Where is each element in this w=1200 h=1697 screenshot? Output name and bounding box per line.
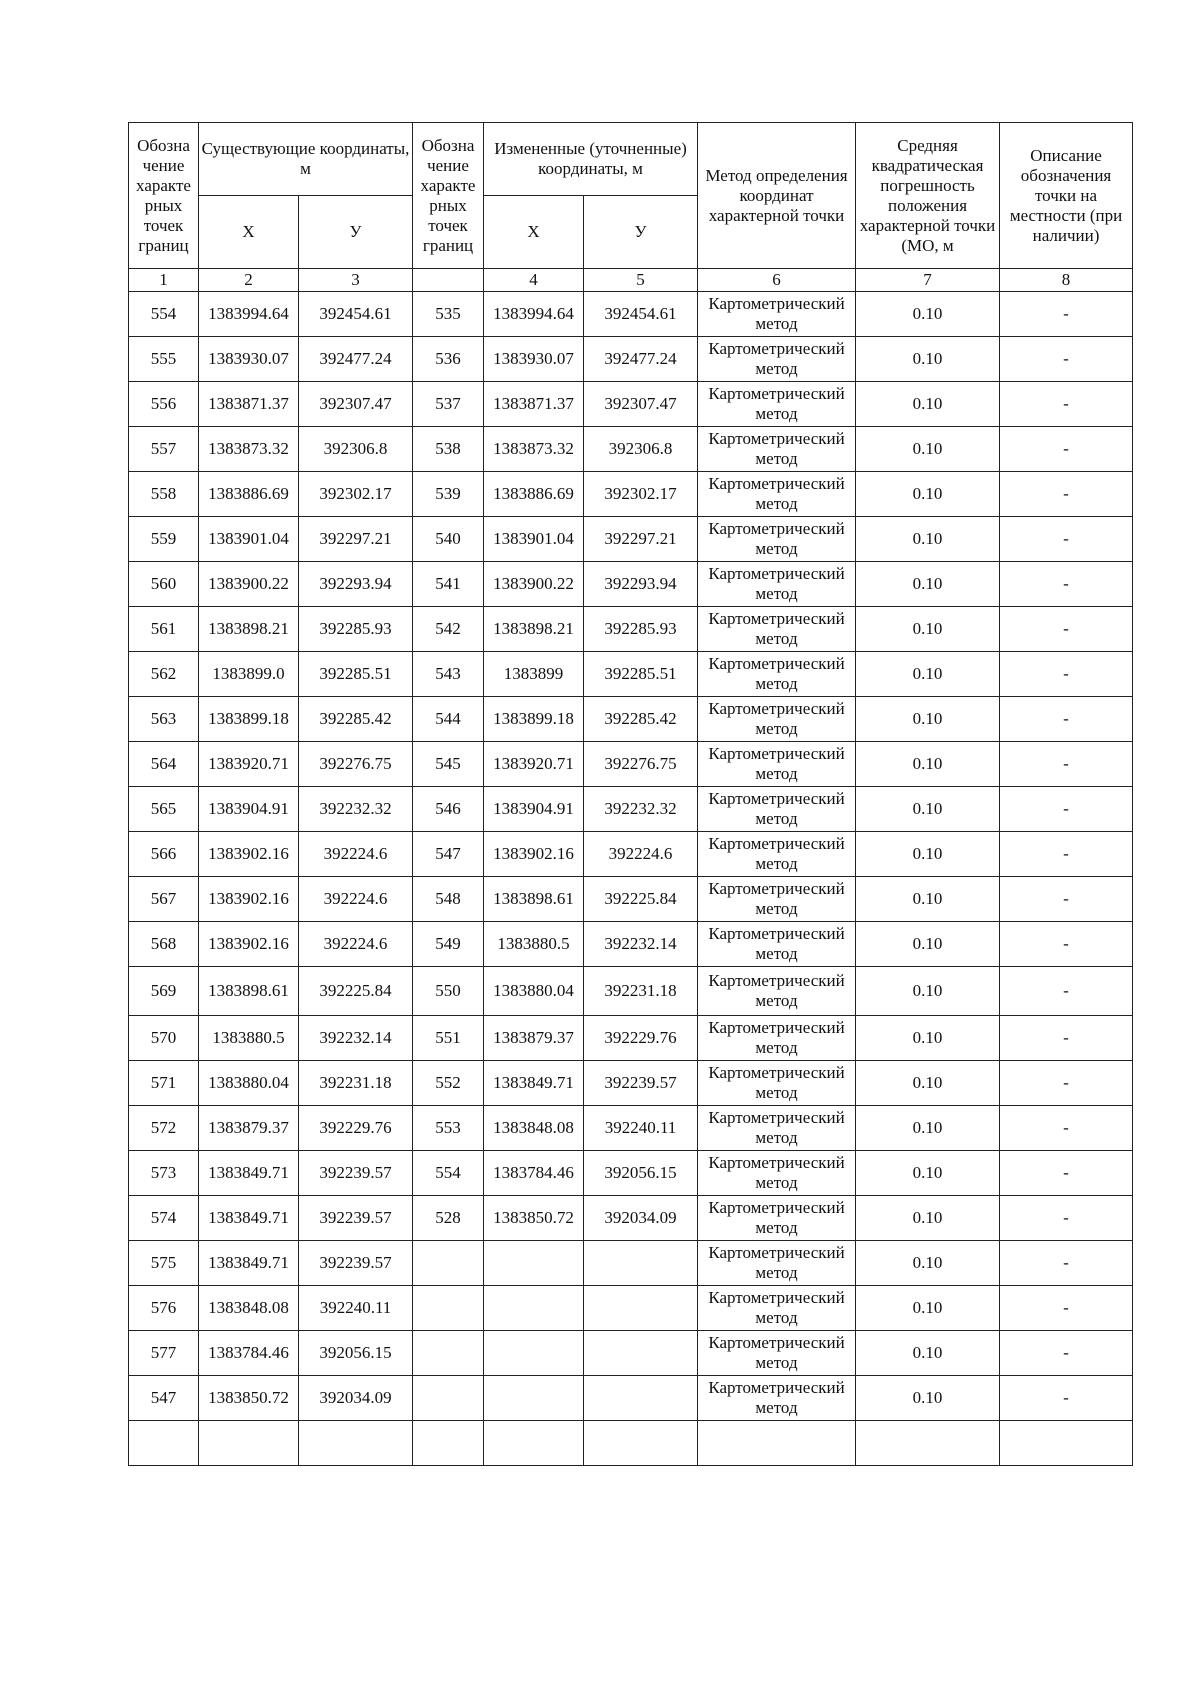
empty-cell — [856, 1421, 1000, 1466]
changed-x: 1383920.71 — [484, 742, 584, 787]
changed-y: 392229.76 — [584, 1016, 698, 1061]
method-cell: Картометрический метод — [698, 1241, 856, 1286]
existing-x: 1383886.69 — [199, 472, 299, 517]
method-cell: Картометрический метод — [698, 742, 856, 787]
column-number: 6 — [698, 269, 856, 292]
table-row — [129, 652, 1133, 697]
changed-x: 1383879.37 — [484, 1016, 584, 1061]
existing-y: 392285.93 — [299, 607, 413, 652]
point-id-changed: 549 — [413, 922, 484, 967]
error-cell: 0.10 — [856, 787, 1000, 832]
point-id-changed: 536 — [413, 337, 484, 382]
existing-y: 392056.15 — [299, 1331, 413, 1376]
error-cell: 0.10 — [856, 1061, 1000, 1106]
empty-cell — [484, 1421, 584, 1466]
method-cell: Картометрический метод — [698, 292, 856, 337]
existing-x: 1383902.16 — [199, 877, 299, 922]
point-id-changed: 545 — [413, 742, 484, 787]
changed-y: 392239.57 — [584, 1061, 698, 1106]
empty-cell — [299, 1421, 413, 1466]
changed-y: 392034.09 — [584, 1196, 698, 1241]
table-row — [129, 832, 1133, 877]
point-id-existing: 558 — [129, 472, 199, 517]
point-id-changed — [413, 1376, 484, 1421]
description-cell: - — [1000, 832, 1133, 877]
changed-x: 1383871.37 — [484, 382, 584, 427]
table-row — [129, 1331, 1133, 1376]
column-number: 2 — [199, 269, 299, 292]
header-existing-y: У — [299, 196, 413, 269]
column-number — [413, 269, 484, 292]
description-cell: - — [1000, 1016, 1133, 1061]
existing-x: 1383930.07 — [199, 337, 299, 382]
column-number: 7 — [856, 269, 1000, 292]
changed-x: 1383901.04 — [484, 517, 584, 562]
existing-x: 1383880.04 — [199, 1061, 299, 1106]
error-cell: 0.10 — [856, 562, 1000, 607]
error-cell: 0.10 — [856, 472, 1000, 517]
existing-y: 392285.51 — [299, 652, 413, 697]
method-cell: Картометрический метод — [698, 1286, 856, 1331]
changed-x: 1383886.69 — [484, 472, 584, 517]
method-cell: Картометрический метод — [698, 1106, 856, 1151]
changed-y: 392276.75 — [584, 742, 698, 787]
changed-x: 1383873.32 — [484, 427, 584, 472]
existing-y: 392306.8 — [299, 427, 413, 472]
error-cell: 0.10 — [856, 427, 1000, 472]
empty-row — [129, 1421, 1133, 1466]
method-cell: Картометрический метод — [698, 337, 856, 382]
description-cell: - — [1000, 337, 1133, 382]
header-description: Описание обозначения точки на местности (при наличии) — [1000, 123, 1133, 269]
error-cell: 0.10 — [856, 1376, 1000, 1421]
point-id-existing: 574 — [129, 1196, 199, 1241]
existing-x: 1383849.71 — [199, 1241, 299, 1286]
method-cell: Картометрический метод — [698, 1376, 856, 1421]
point-id-existing: 563 — [129, 697, 199, 742]
error-cell: 0.10 — [856, 1151, 1000, 1196]
changed-x: 1383902.16 — [484, 832, 584, 877]
changed-x: 1383880.04 — [484, 967, 584, 1016]
error-cell: 0.10 — [856, 337, 1000, 382]
changed-x: 1383850.72 — [484, 1196, 584, 1241]
column-number: 1 — [129, 269, 199, 292]
changed-x: 1383898.61 — [484, 877, 584, 922]
changed-x: 1383849.71 — [484, 1061, 584, 1106]
existing-y: 392224.6 — [299, 832, 413, 877]
existing-y: 392276.75 — [299, 742, 413, 787]
table-row — [129, 967, 1133, 1016]
header-changed-x: Х — [484, 196, 584, 269]
column-number: 3 — [299, 269, 413, 292]
table-row — [129, 382, 1133, 427]
table-row — [129, 1016, 1133, 1061]
table-row — [129, 877, 1133, 922]
point-id-existing: 556 — [129, 382, 199, 427]
changed-y: 392056.15 — [584, 1151, 698, 1196]
existing-x: 1383849.71 — [199, 1151, 299, 1196]
point-id-existing: 562 — [129, 652, 199, 697]
error-cell: 0.10 — [856, 1196, 1000, 1241]
description-cell: - — [1000, 922, 1133, 967]
point-id-changed: 543 — [413, 652, 484, 697]
method-cell: Картометрический метод — [698, 922, 856, 967]
changed-y: 392232.14 — [584, 922, 698, 967]
changed-y: 392285.51 — [584, 652, 698, 697]
description-cell: - — [1000, 427, 1133, 472]
point-id-existing: 561 — [129, 607, 199, 652]
existing-x: 1383898.61 — [199, 967, 299, 1016]
description-cell: - — [1000, 1061, 1133, 1106]
point-id-changed: 544 — [413, 697, 484, 742]
method-cell: Картометрический метод — [698, 1016, 856, 1061]
header-method: Метод определения координат характерной точки — [698, 123, 856, 269]
error-cell: 0.10 — [856, 382, 1000, 427]
existing-y: 392293.94 — [299, 562, 413, 607]
existing-x: 1383902.16 — [199, 922, 299, 967]
point-id-changed: 542 — [413, 607, 484, 652]
table-row — [129, 1241, 1133, 1286]
table-row — [129, 292, 1133, 337]
description-cell: - — [1000, 787, 1133, 832]
description-cell: - — [1000, 1106, 1133, 1151]
method-cell: Картометрический метод — [698, 787, 856, 832]
changed-y: 392285.93 — [584, 607, 698, 652]
method-cell: Картометрический метод — [698, 697, 856, 742]
existing-x: 1383784.46 — [199, 1331, 299, 1376]
column-number: 8 — [1000, 269, 1133, 292]
empty-cell — [1000, 1421, 1133, 1466]
header-changed-y: У — [584, 196, 698, 269]
table-row — [129, 427, 1133, 472]
existing-x: 1383901.04 — [199, 517, 299, 562]
existing-y: 392302.17 — [299, 472, 413, 517]
table-row — [129, 607, 1133, 652]
table-row — [129, 697, 1133, 742]
point-id-changed: 535 — [413, 292, 484, 337]
point-id-existing: 570 — [129, 1016, 199, 1061]
description-cell: - — [1000, 1196, 1133, 1241]
table-row — [129, 742, 1133, 787]
changed-x: 1383904.91 — [484, 787, 584, 832]
error-cell: 0.10 — [856, 1016, 1000, 1061]
changed-y: 392240.11 — [584, 1106, 698, 1151]
existing-x: 1383880.5 — [199, 1016, 299, 1061]
point-id-existing: 565 — [129, 787, 199, 832]
point-id-changed — [413, 1331, 484, 1376]
changed-x: 1383898.21 — [484, 607, 584, 652]
changed-x: 1383899 — [484, 652, 584, 697]
changed-x — [484, 1376, 584, 1421]
point-id-changed: 554 — [413, 1151, 484, 1196]
description-cell: - — [1000, 1286, 1133, 1331]
existing-y: 392454.61 — [299, 292, 413, 337]
table-row — [129, 1151, 1133, 1196]
existing-y: 392239.57 — [299, 1151, 413, 1196]
description-cell: - — [1000, 967, 1133, 1016]
existing-y: 392239.57 — [299, 1241, 413, 1286]
point-id-existing: 572 — [129, 1106, 199, 1151]
existing-x: 1383920.71 — [199, 742, 299, 787]
changed-x: 1383930.07 — [484, 337, 584, 382]
changed-y: 392232.32 — [584, 787, 698, 832]
description-cell: - — [1000, 742, 1133, 787]
point-id-existing: 567 — [129, 877, 199, 922]
method-cell: Картометрический метод — [698, 832, 856, 877]
error-cell: 0.10 — [856, 697, 1000, 742]
table-row — [129, 517, 1133, 562]
error-cell: 0.10 — [856, 1286, 1000, 1331]
header-existing-x: Х — [199, 196, 299, 269]
method-cell: Картометрический метод — [698, 607, 856, 652]
empty-cell — [129, 1421, 199, 1466]
changed-y: 392297.21 — [584, 517, 698, 562]
table-row — [129, 472, 1133, 517]
point-id-existing: 559 — [129, 517, 199, 562]
point-id-changed: 546 — [413, 787, 484, 832]
point-id-existing: 547 — [129, 1376, 199, 1421]
method-cell: Картометрический метод — [698, 967, 856, 1016]
changed-x — [484, 1241, 584, 1286]
changed-y: 392306.8 — [584, 427, 698, 472]
existing-x: 1383900.22 — [199, 562, 299, 607]
point-id-changed: 550 — [413, 967, 484, 1016]
point-id-existing: 564 — [129, 742, 199, 787]
description-cell: - — [1000, 652, 1133, 697]
point-id-changed: 528 — [413, 1196, 484, 1241]
description-cell: - — [1000, 382, 1133, 427]
error-cell: 0.10 — [856, 607, 1000, 652]
header-point-id-existing: Обозна чение характе рных точек границ — [129, 123, 199, 269]
existing-y: 392229.76 — [299, 1106, 413, 1151]
point-id-changed: 547 — [413, 832, 484, 877]
empty-cell — [698, 1421, 856, 1466]
header-point-id-changed: Обозна чение характе рных точек границ — [413, 123, 484, 269]
point-id-changed — [413, 1286, 484, 1331]
description-cell: - — [1000, 292, 1133, 337]
existing-y: 392231.18 — [299, 1061, 413, 1106]
existing-y: 392477.24 — [299, 337, 413, 382]
point-id-changed: 539 — [413, 472, 484, 517]
empty-cell — [199, 1421, 299, 1466]
method-cell: Картометрический метод — [698, 427, 856, 472]
method-cell: Картометрический метод — [698, 1331, 856, 1376]
error-cell: 0.10 — [856, 1106, 1000, 1151]
table-row — [129, 1061, 1133, 1106]
existing-y: 392297.21 — [299, 517, 413, 562]
error-cell: 0.10 — [856, 1241, 1000, 1286]
changed-x: 1383880.5 — [484, 922, 584, 967]
method-cell: Картометрический метод — [698, 1196, 856, 1241]
changed-y: 392477.24 — [584, 337, 698, 382]
changed-y — [584, 1286, 698, 1331]
table-row — [129, 922, 1133, 967]
header-existing-coordinates: Существующие координаты, м — [199, 123, 413, 196]
existing-y: 392224.6 — [299, 922, 413, 967]
existing-x: 1383994.64 — [199, 292, 299, 337]
changed-y: 392231.18 — [584, 967, 698, 1016]
point-id-existing: 577 — [129, 1331, 199, 1376]
method-cell: Картометрический метод — [698, 562, 856, 607]
method-cell: Картометрический метод — [698, 517, 856, 562]
existing-x: 1383848.08 — [199, 1286, 299, 1331]
empty-cell — [413, 1421, 484, 1466]
point-id-existing: 575 — [129, 1241, 199, 1286]
description-cell: - — [1000, 517, 1133, 562]
existing-x: 1383898.21 — [199, 607, 299, 652]
table-row — [129, 1196, 1133, 1241]
existing-x: 1383849.71 — [199, 1196, 299, 1241]
empty-cell — [584, 1421, 698, 1466]
existing-y: 392239.57 — [299, 1196, 413, 1241]
existing-y: 392232.32 — [299, 787, 413, 832]
point-id-existing: 554 — [129, 292, 199, 337]
existing-x: 1383873.32 — [199, 427, 299, 472]
existing-x: 1383899.0 — [199, 652, 299, 697]
point-id-changed: 541 — [413, 562, 484, 607]
table-body — [129, 292, 1133, 1466]
existing-y: 392232.14 — [299, 1016, 413, 1061]
point-id-existing: 569 — [129, 967, 199, 1016]
description-cell: - — [1000, 562, 1133, 607]
error-cell: 0.10 — [856, 742, 1000, 787]
point-id-changed: 540 — [413, 517, 484, 562]
point-id-existing: 576 — [129, 1286, 199, 1331]
point-id-existing: 566 — [129, 832, 199, 877]
changed-x: 1383994.64 — [484, 292, 584, 337]
coordinates-table — [128, 122, 1133, 1466]
table-row — [129, 1106, 1133, 1151]
method-cell: Картометрический метод — [698, 472, 856, 517]
existing-x: 1383902.16 — [199, 832, 299, 877]
description-cell: - — [1000, 472, 1133, 517]
header-changed-coordinates: Измененные (уточненные) координаты, м — [484, 123, 698, 196]
changed-y — [584, 1241, 698, 1286]
point-id-changed: 548 — [413, 877, 484, 922]
changed-y — [584, 1376, 698, 1421]
changed-x: 1383784.46 — [484, 1151, 584, 1196]
existing-y: 392034.09 — [299, 1376, 413, 1421]
existing-y: 392240.11 — [299, 1286, 413, 1331]
method-cell: Картометрический метод — [698, 1151, 856, 1196]
table-row — [129, 1286, 1133, 1331]
existing-y: 392307.47 — [299, 382, 413, 427]
changed-x: 1383900.22 — [484, 562, 584, 607]
existing-y: 392285.42 — [299, 697, 413, 742]
column-number-row — [129, 269, 1133, 292]
point-id-existing: 571 — [129, 1061, 199, 1106]
description-cell: - — [1000, 697, 1133, 742]
method-cell: Картометрический метод — [698, 1061, 856, 1106]
description-cell: - — [1000, 1241, 1133, 1286]
point-id-changed: 537 — [413, 382, 484, 427]
existing-y: 392225.84 — [299, 967, 413, 1016]
point-id-changed — [413, 1241, 484, 1286]
error-cell: 0.10 — [856, 652, 1000, 697]
existing-x: 1383850.72 — [199, 1376, 299, 1421]
point-id-existing: 560 — [129, 562, 199, 607]
point-id-changed: 552 — [413, 1061, 484, 1106]
existing-x: 1383904.91 — [199, 787, 299, 832]
point-id-existing: 557 — [129, 427, 199, 472]
method-cell: Картометрический метод — [698, 877, 856, 922]
table-row — [129, 337, 1133, 382]
error-cell: 0.10 — [856, 967, 1000, 1016]
point-id-existing: 568 — [129, 922, 199, 967]
description-cell: - — [1000, 1331, 1133, 1376]
error-cell: 0.10 — [856, 832, 1000, 877]
existing-y: 392224.6 — [299, 877, 413, 922]
error-cell: 0.10 — [856, 877, 1000, 922]
header-mean-square-error: Средняя квадратическая погрешность положения характерной точки (МО, м — [856, 123, 1000, 269]
error-cell: 0.10 — [856, 517, 1000, 562]
description-cell: - — [1000, 607, 1133, 652]
column-number: 4 — [484, 269, 584, 292]
point-id-existing: 573 — [129, 1151, 199, 1196]
error-cell: 0.10 — [856, 1331, 1000, 1376]
point-id-changed: 553 — [413, 1106, 484, 1151]
existing-x: 1383879.37 — [199, 1106, 299, 1151]
description-cell: - — [1000, 1376, 1133, 1421]
point-id-changed: 538 — [413, 427, 484, 472]
method-cell: Картометрический метод — [698, 652, 856, 697]
changed-x — [484, 1331, 584, 1376]
point-id-existing: 555 — [129, 337, 199, 382]
description-cell: - — [1000, 1151, 1133, 1196]
method-cell: Картометрический метод — [698, 382, 856, 427]
error-cell: 0.10 — [856, 292, 1000, 337]
point-id-changed: 551 — [413, 1016, 484, 1061]
changed-y: 392302.17 — [584, 472, 698, 517]
changed-y: 392224.6 — [584, 832, 698, 877]
table-row — [129, 1376, 1133, 1421]
table-row — [129, 562, 1133, 607]
existing-x: 1383871.37 — [199, 382, 299, 427]
changed-x — [484, 1286, 584, 1331]
existing-x: 1383899.18 — [199, 697, 299, 742]
description-cell: - — [1000, 877, 1133, 922]
changed-y: 392285.42 — [584, 697, 698, 742]
error-cell: 0.10 — [856, 922, 1000, 967]
changed-y: 392293.94 — [584, 562, 698, 607]
changed-y: 392225.84 — [584, 877, 698, 922]
column-number: 5 — [584, 269, 698, 292]
changed-y: 392454.61 — [584, 292, 698, 337]
changed-x: 1383848.08 — [484, 1106, 584, 1151]
changed-y — [584, 1331, 698, 1376]
changed-x: 1383899.18 — [484, 697, 584, 742]
changed-y: 392307.47 — [584, 382, 698, 427]
table-row — [129, 787, 1133, 832]
